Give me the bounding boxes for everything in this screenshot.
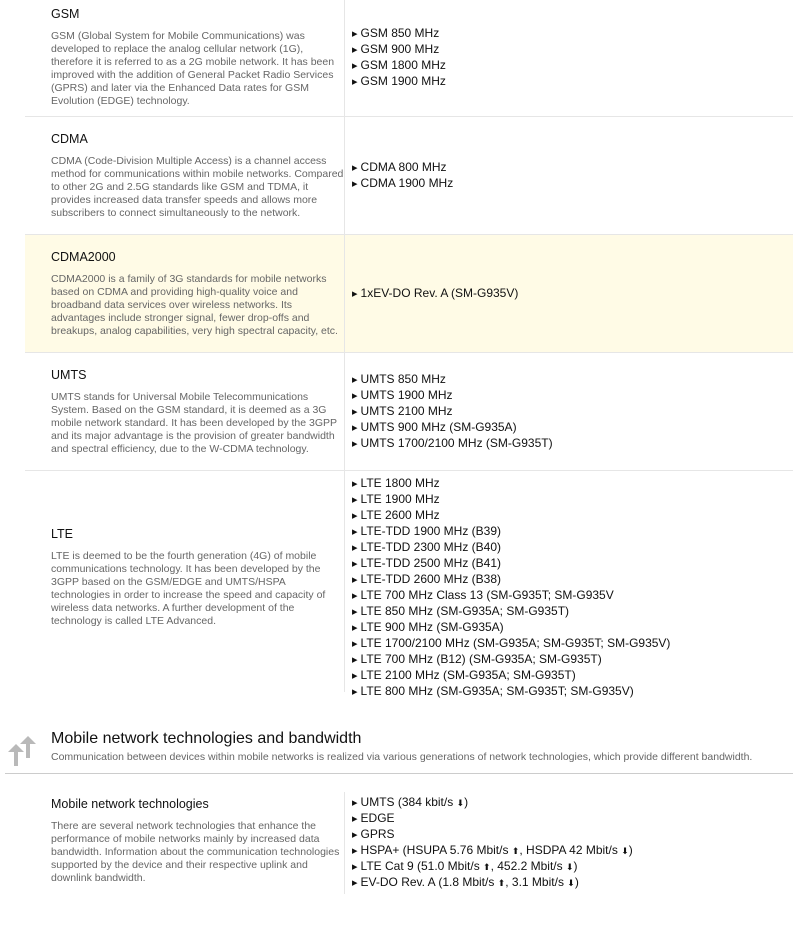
bandwidth-section-header [0,728,793,774]
band-item: ▸ LTE-TDD 2500 MHz (B41) [352,556,793,572]
band-list [352,286,793,302]
network-description: UMTS stands for Universal Mobile Telecommunications System. Based on the GSM standard, it is deemed as a 3G mobile network standard. It has been developed by the 3GPP and its major advantage is the provision of greater bandwidth and spectral efficiency, due to the W-CDMA technology. [51,390,337,455]
network-row-cdma [25,117,793,235]
tech-label: LTE Cat 9 (51.0 Mbit/s [360,859,480,873]
network-info [25,235,345,352]
band-list [352,476,793,700]
technology-item-gprs: ▸ GPRS [352,827,793,843]
tech-label: , 3.1 Mbit/s [505,875,564,889]
network-title: CDMA [51,131,88,146]
uplink-arrow-icon: ⬆ [483,862,491,872]
network-info [25,117,345,234]
tech-label: UMTS (384 kbit/s [360,795,454,809]
band-item: ▸ UMTS 2100 MHz [352,404,793,420]
downlink-arrow-icon: ⬇ [565,862,574,872]
technology-list-container [345,792,793,894]
technology-item-lte [352,859,793,875]
network-title: CDMA2000 [51,249,116,264]
band-list [352,26,793,90]
network-row-lte [25,471,793,698]
tech-label: , 452.2 Mbit/s [490,859,563,873]
band-item: ▸ GSM 1900 MHz [352,74,793,90]
uplink-arrow-icon: ⬆ [497,878,506,888]
band-list-container [345,353,793,470]
technology-item-hspa [352,843,793,859]
network-bands-table [25,0,793,698]
band-item: ▸ LTE-TDD 1900 MHz (B39) [352,524,793,540]
band-list [352,372,793,452]
technologies-description: There are several network technologies that enhance the performance of mobile networks mainly by increased data bandwidth. Information about the communication technologies supported by the device and their respective uplink and downlink bandwidth. [51,820,340,884]
section-divider [5,773,793,774]
network-description: CDMA2000 is a family of 3G standards for mobile networks based on CDMA and providing high-quality voice and broadband data services over wireless networks. Its advantages include stronger signal, fewer drop-offs and breakups, analog capabilities, very high spectral capacity, etc. [51,272,338,337]
tech-label: HSPA+ (HSUPA 5.76 Mbit/s [360,843,509,857]
network-description: LTE is deemed to be the fourth generation (4G) of mobile communications technology. It has been developed by the 3GPP based on the GSM/EDGE and UMTS/HSPA technologies in order to increase the speed and capacity of wireless data networks. A further development of the technology is called LTE Advanced. [51,550,326,627]
technologies-table [25,792,793,894]
band-list [352,160,793,192]
downlink-arrow-icon: ⬇ [567,878,575,888]
network-row-cdma2000 [25,235,793,353]
band-item: ▸ LTE 850 MHz (SM-G935A; SM-G935T) [352,604,793,620]
band-list-container [345,471,793,698]
band-item: ▸ GSM 850 MHz [352,26,793,42]
technologies-title: Mobile network technologies [51,797,209,811]
network-info [25,471,345,692]
uplink-arrow-icon: ⬆ [511,846,520,856]
network-description: GSM (Global System for Mobile Communications) was developed to replace the analog cellular network (1G), therefore it is referred to as a 2G mobile network. It has been improved with the addition of General Packet Radio Services (GPRS) and later via the Enhanced Data rates for GSM Evolution (EDGE) technology. [51,30,335,107]
technologies-row [25,792,793,894]
band-item: ▸ LTE 2100 MHz (SM-G935A; SM-G935T) [352,668,793,684]
band-list-container [345,235,793,352]
band-item: ▸ UMTS 1900 MHz [352,388,793,404]
tech-label: , HSDPA 42 Mbit/s [519,843,618,857]
network-title: UMTS [51,367,87,382]
band-item: ▸ LTE 700 MHz (B12) (SM-G935A; SM-G935T) [352,652,793,668]
network-description: CDMA (Code-Division Multiple Access) is a channel access method for communications within mobile networks. Compared to other 2G and 2.5G standards like GSM and TDMA, it provides increased data transfer speeds and allows more subscribers to connect simultaneously to the network. [51,154,344,219]
band-item: ▸ LTE 800 MHz (SM-G935A; SM-G935T; SM-G935V) [352,684,793,700]
band-item: ▸ GSM 900 MHz [352,42,793,58]
section-subtitle: Communication between devices within mobile networks is realized via various generations of network technologies, which provide different bandwidth. [51,751,753,763]
network-row-gsm [25,0,793,117]
band-item: ▸ UMTS 1700/2100 MHz (SM-G935T) [352,436,793,452]
network-title: GSM [51,7,80,21]
network-info [25,353,345,470]
band-item: ▸ UMTS 850 MHz [352,372,793,388]
technology-item-umts [352,795,793,811]
technology-list [352,795,793,891]
tech-close: ) [574,875,579,889]
tech-close: ) [573,859,578,873]
network-title: LTE [51,527,73,541]
up-down-arrows-icon [5,732,39,766]
band-item: ▸ GSM 1800 MHz [352,58,793,74]
band-item: ▸ 1xEV-DO Rev. A (SM-G935V) [352,286,793,302]
band-item: ▸ LTE 1800 MHz [352,476,793,492]
tech-label: EV-DO Rev. A (1.8 Mbit/s [360,875,495,889]
band-item: ▸ CDMA 1900 MHz [352,176,793,192]
band-list-container [345,0,793,116]
network-info [25,0,345,116]
tech-close: ) [464,795,469,809]
band-item: ▸ LTE 2600 MHz [352,508,793,524]
downlink-arrow-icon: ⬇ [621,846,629,856]
downlink-arrow-icon: ⬇ [456,798,465,808]
band-item: ▸ LTE 1700/2100 MHz (SM-G935A; SM-G935T; SM-G935V) [352,636,793,652]
network-row-umts [25,353,793,471]
band-item: ▸ LTE 900 MHz (SM-G935A) [352,620,793,636]
tech-close: ) [628,843,633,857]
band-item: ▸ LTE-TDD 2600 MHz (B38) [352,572,793,588]
band-item: ▸ LTE 700 MHz Class 13 (SM-G935T; SM-G935V [352,588,793,604]
section-title: Mobile network technologies and bandwidth [51,730,362,747]
band-list-container [345,117,793,234]
band-item: ▸ CDMA 800 MHz [352,160,793,176]
band-item: ▸ LTE-TDD 2300 MHz (B40) [352,540,793,556]
technology-item-edge: ▸ EDGE [352,811,793,827]
band-item: ▸ LTE 1900 MHz [352,492,793,508]
band-item: ▸ UMTS 900 MHz (SM-G935A) [352,420,793,436]
technology-item-evdo [352,875,793,891]
technologies-info [25,792,345,894]
